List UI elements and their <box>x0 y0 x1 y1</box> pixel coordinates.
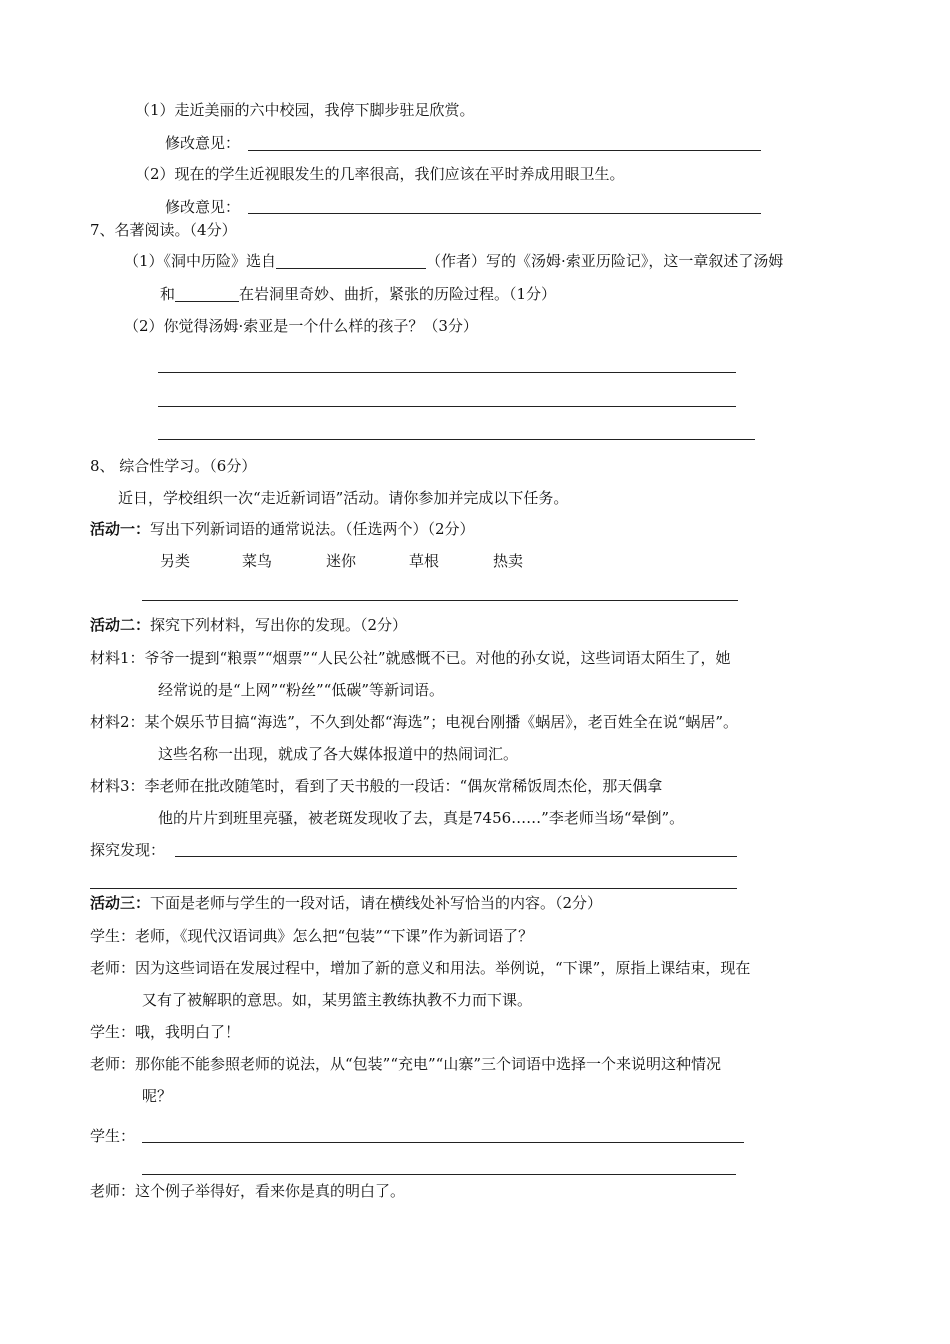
activity-1-answer-line <box>142 600 738 601</box>
q6-revise-label-2: 修改意见： <box>165 198 241 216</box>
activity-1-heading <box>90 519 475 539</box>
dialogue-student-3-label: 学生： <box>90 1127 136 1145</box>
q7-author-blank <box>276 252 426 269</box>
q7-companion-blank <box>175 285 239 302</box>
new-word: 草根 <box>409 552 440 570</box>
q6-item-1: （1）走近美丽的六中校园，我停下脚步驻足欣赏。 <box>135 101 475 119</box>
material-2-line-b: 这些名称一出现，就成了各大媒体报道中的热闹词汇。 <box>158 745 519 763</box>
new-word: 热卖 <box>493 552 524 570</box>
q7-item-1-line-a <box>124 251 783 271</box>
q7-answer-line-2 <box>158 406 736 407</box>
finding-answer-line-2 <box>90 888 737 889</box>
new-word: 另类 <box>160 552 191 570</box>
material-3-line-b: 他的片片到班里亮骚，被老斑发现收了去，真是7456……”李老师当场“晕倒”。 <box>158 809 685 827</box>
dialogue-teacher-2-line-a: 老师：那你能不能参照老师的说法，从“包装”“充电”“山寨”三个词语中选择一个来说明这种情况 <box>90 1055 722 1073</box>
q6-revise-label-1: 修改意见： <box>165 134 241 152</box>
material-1-line-a: 材料1：爷爷一提到“粮票”“烟票”“人民公社”就感慨不已。对他的孙女说，这些词语太陌生了，她 <box>90 649 731 667</box>
new-word: 菜鸟 <box>242 552 273 570</box>
q7-item-1-suffix: （作者）写的《汤姆·索亚历险记》，这一章叙述了汤姆 <box>426 252 784 270</box>
q7-item-1-and: 和 <box>160 285 176 303</box>
activity-1-text: 写出下列新词语的通常说法。（任选两个）（2分） <box>150 520 475 538</box>
q7-item-1-end: 在岩洞里奇妙、曲折，紧张的历险过程。（1分） <box>239 285 557 303</box>
activity-2-label: 活动二： <box>90 616 151 634</box>
activity-1-label: 活动一： <box>90 520 151 538</box>
q6-answer-line-2 <box>248 213 761 214</box>
dialogue-teacher-3: 老师：这个例子举得好，看来你是真的明白了。 <box>90 1182 406 1200</box>
dialogue-teacher-1-line-a: 老师：因为这些词语在发展过程中，增加了新的意义和用法。举例说，“下课”，原指上课结束，现在 <box>90 959 751 977</box>
dialogue-student-1: 学生：老师，《现代汉语词典》怎么把“包装”“下课”作为新词语了？ <box>90 927 534 945</box>
activity-3-text: 下面是老师与学生的一段对话，请在横线处补写恰当的内容。（2分） <box>150 894 603 912</box>
finding-label: 探究发现： <box>90 841 166 859</box>
material-3-line-a: 材料3：李老师在批改随笔时，看到了天书般的一段话：“偶灰常稀饭周杰伦，那天偶拿 <box>90 777 663 795</box>
q6-answer-line-1 <box>248 150 761 151</box>
q6-item-2: （2）现在的学生近视眼发生的几率很高，我们应该在平时养成用眼卫生。 <box>135 165 625 183</box>
finding-answer-line-1 <box>175 856 737 857</box>
q8-title: 8、 综合性学习。（6分） <box>90 457 257 475</box>
student-answer-line-2 <box>142 1174 736 1175</box>
material-2-line-a: 材料2：某个娱乐节目搞“海选”，不久到处都“海选”；电视台刚播《蜗居》，老百姓全在说“蜗居”。 <box>90 713 739 731</box>
dialogue-teacher-2-line-b: 呢？ <box>142 1087 173 1105</box>
student-answer-line-1 <box>142 1142 744 1143</box>
q7-item-2: （2）你觉得汤姆·索亚是一个什么样的孩子？（3分） <box>124 317 478 335</box>
activity-2-text: 探究下列材料，写出你的发现。（2分） <box>150 616 408 634</box>
q7-item-1-line-b <box>160 284 556 304</box>
q7-answer-line-1 <box>158 372 736 373</box>
material-1-line-b: 经常说的是“上网”“粉丝”“低碳”等新词语。 <box>158 681 445 699</box>
activity-3-heading <box>90 893 602 913</box>
dialogue-teacher-1-line-b: 又有了被解职的意思。如，某男篮主教练执教不力而下课。 <box>142 991 533 1009</box>
new-word: 迷你 <box>326 552 357 570</box>
q7-answer-line-3 <box>158 439 755 440</box>
activity-2-heading <box>90 615 407 635</box>
activity-3-label: 活动三： <box>90 894 151 912</box>
q7-title: 7、名著阅读。（4分） <box>90 221 237 239</box>
dialogue-student-2: 学生：哦，我明白了！ <box>90 1023 241 1041</box>
q7-item-1-prefix: （1）《洞中历险》选自 <box>124 252 277 270</box>
q8-intro: 近日，学校组织一次“走近新词语”活动。请你参加并完成以下任务。 <box>118 489 569 507</box>
